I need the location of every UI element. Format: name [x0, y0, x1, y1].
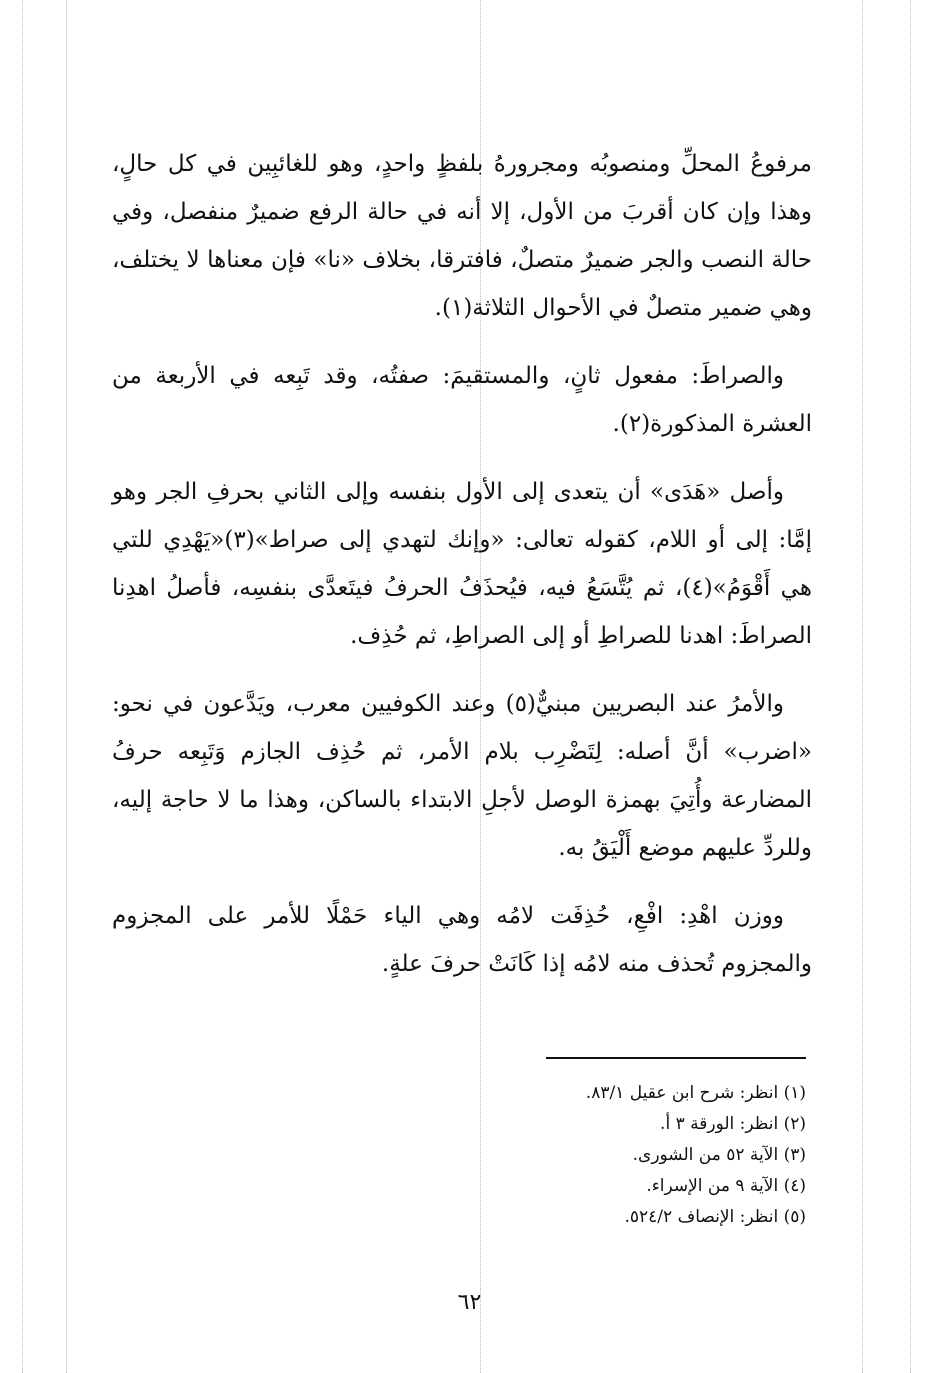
footnote-4: (٤) الآية ٩ من الإسراء. — [646, 1176, 806, 1196]
footnote-1: (١) انظر: شرح ابن عقيل ٨٣/١. — [585, 1083, 806, 1103]
footnote-5: (٥) انظر: الإنصاف ٥٢٤/٢. — [624, 1207, 806, 1227]
paragraph-1: مرفوعُ المحلِّ ومنصوبُه ومجرورهُ بلفظٍ واحدٍ، وهو للغائبِين في كل حالٍ، وهذا وإن كان أقربَ من الأول، إلا أنه في حالة الرفع ضميرٌ منفصل، وفي حالة النصب والجر ضميرٌ متصلٌ، فافترقا، بخلاف «نا» فإن معناها لا يختلف، وهي ضمير متصلٌ في الأحوال الثلاثة(١). — [112, 151, 812, 321]
paragraph-3: وأصل «هَدَى» أن يتعدى إلى الأول بنفسه وإلى الثاني بحرفِ الجر وهو إمَّا: إلى أو اللام، كقوله تعالى: «وإنك لتهدي إلى صراط»(٣)«يَهْدِي للتي هي أَقْوَمُ»(٤)، ثم يُتَّسَعُ فيه، فيُحذَفُ الحرفُ فيتَعدَّى بنفسِه، فأصلُ اهدِنا الصراطَ: اهدنا للصراطِ أو إلى الصراطِ، ثم حُذِف. — [112, 479, 813, 649]
footnote-separator — [546, 1057, 806, 1059]
paragraph-2: والصراطَ: مفعول ثانٍ، والمستقيمَ: صفتُه، وقد تَبِعه في الأربعة من العشرة المذكورة(٢). — [112, 363, 812, 437]
footnote-3: (٣) الآية ٥٢ من الشورى. — [632, 1145, 806, 1165]
paragraph-5: ووزن اهْدِ: افْعِ، حُذِفَت لامُه وهي الياء حَمْلًا للأمر على المجزوم والمجزوم تُحذف منه لامُه إذا كَانَتْ حرفَ علةٍ. — [112, 903, 812, 977]
footnotes — [420, 1078, 806, 1233]
paragraph-4: والأمرُ عند البصريين مبنيٌّ(٥) وعند الكوفيين معرب، ويَدَّعون في نحو: «اضرب» أنَّ أصله: لِتَضْرِب بلام الأمر، ثم حُذِف الجازم وَتَبِعه حرفُ المضارعة وأُتِيَ بهمزة الوصل لأجلِ الابتداء بالساكن، وهذا ما لا حاجة إليه، وللردِّ عليهم موضع أَلْيَقُ به. — [112, 691, 812, 861]
footnote-2: (٢) انظر: الورقة ٣ أ. — [660, 1114, 806, 1134]
main-text — [112, 140, 812, 1008]
scan-guide-line — [910, 0, 911, 1373]
page-number: ٦٢ — [457, 1290, 482, 1315]
scan-guide-line — [862, 0, 863, 1373]
scan-guide-line — [66, 0, 67, 1373]
scan-guide-line — [22, 0, 23, 1373]
